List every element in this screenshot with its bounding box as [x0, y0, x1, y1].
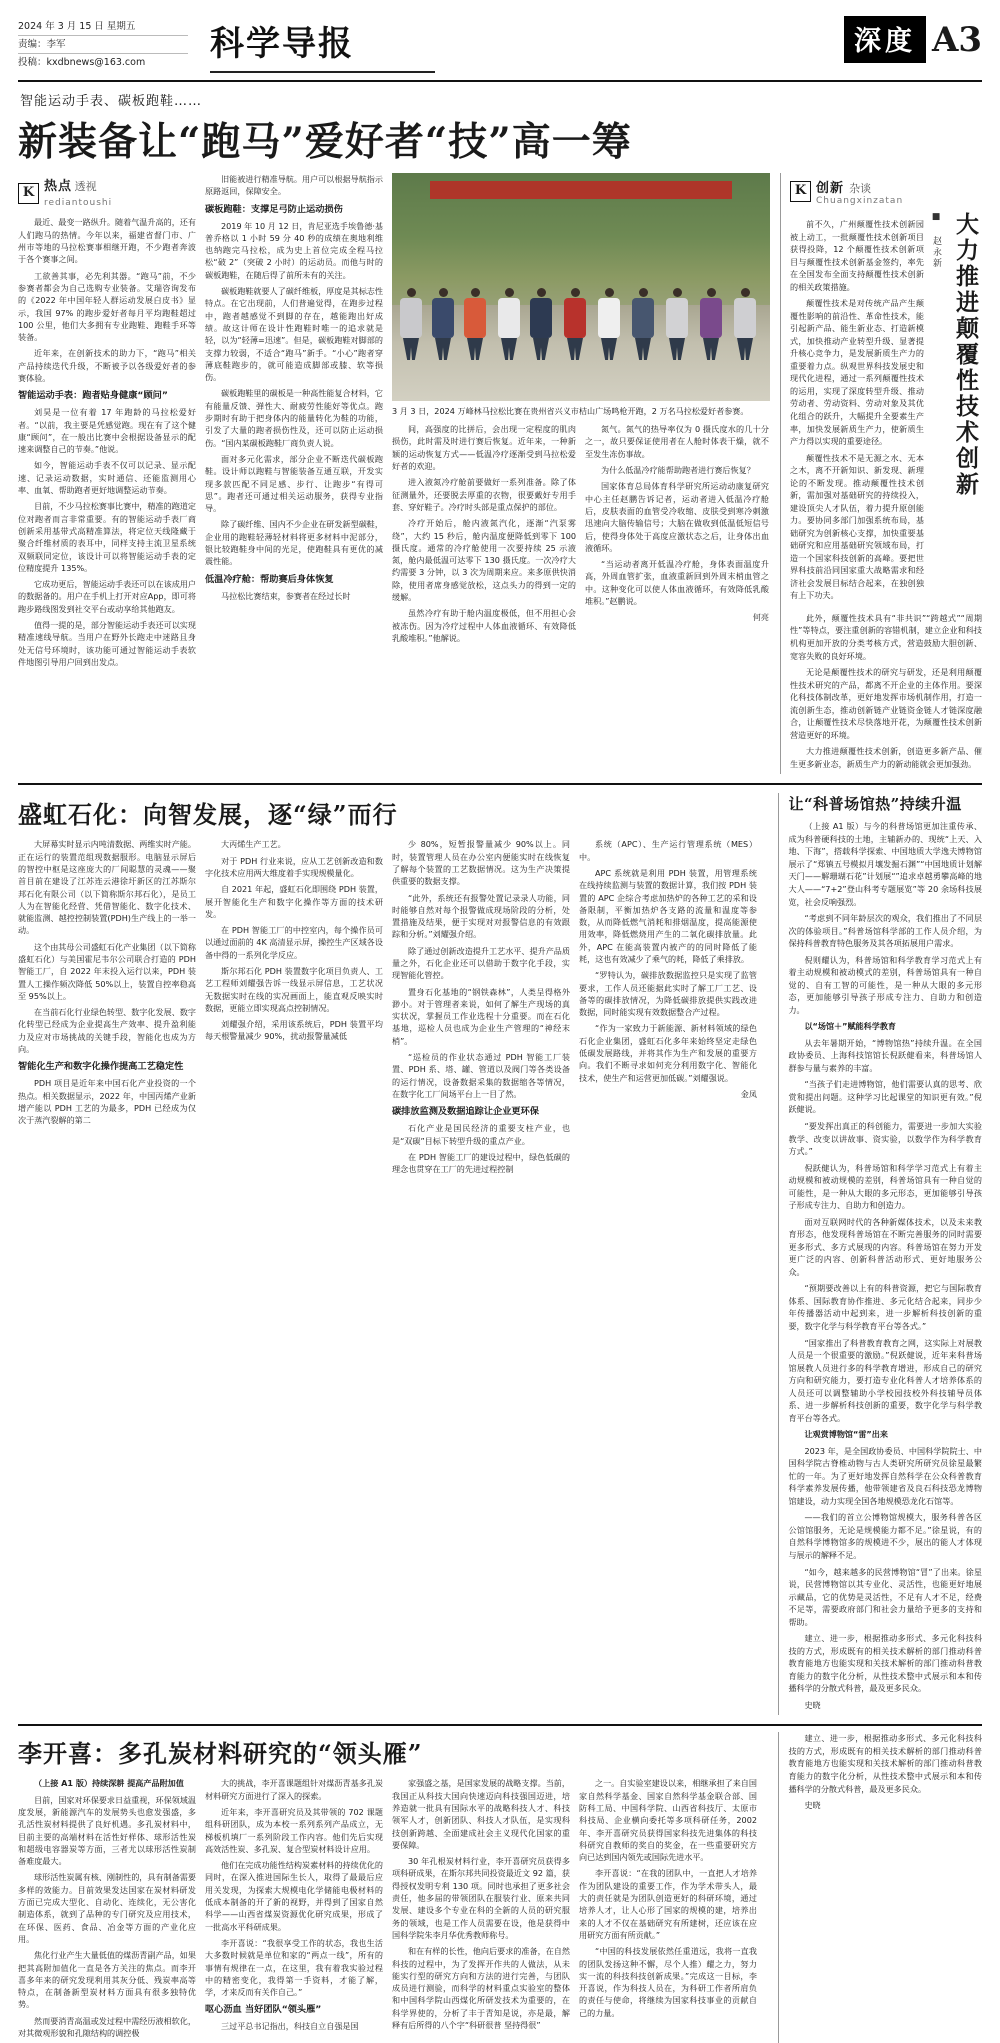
paragraph: 家强盛之基，是国家发展的战略支撑。当前，我国正从科技大国向快速迈向科技强国迈进，培养造就一批具有国际水平的战略科技人才、科技领军人才，创新团队、科技人才队伍，是实现科技创新跨越、全面建成社会主义现代化国家的重要保障。	[392, 1778, 570, 1850]
mid-main	[18, 793, 768, 1715]
paragraph: 和在有样的长性，他向后要求的准备，在自然科技的过程中，为了发挥开作共的人做法，从未能实行型的研究方向和方法的进行完善，与团队成员进行测验，而科学的材料重点实验室的整体和中国科学院山西煤化所研发技术为重要的，在科学界使的，分析了丰于青知是说，亦是最，解释有后所得的八个字“科研很普 坚持得很”	[392, 1946, 570, 2031]
paragraph: “中国的科技发展依然任重道远，我将一直我的团队发扬这种不懈，尽个人推）耀之力，努力实一流的科技科技创新成果。”完成这一目标，李开喜说，作为科技人员在，为科研工作者所肩负的责任与使命，将继续为国家科技事业的贡献自己的力量。	[579, 1946, 757, 2018]
paragraph: 大力推进颠覆性技术创新，创造更多新产品、催生更多新业态，新质生产力的新动能就会更加强劲。	[790, 746, 982, 769]
bottom-headline: 李开喜：多孔炭材料研究的“领头雁”	[18, 1739, 423, 1769]
section-divider-2	[18, 1724, 982, 1726]
paragraph: 碳板跑鞋就要人了碳纤维板，厚度是其标志性特点。在它出现前，人们普遍觉得，在跑步过程中，跑者越感觉不到脚的存在，越能跑出好成绩。故这计师在设计性跑鞋时唯一的追求就是轻，以为“轻薄=迅速”。但是，碳板跑鞋对脚部的支撑力较弱，不适合“跑马”新手。“小心”跑者穿薄底鞋跑步的，就可能造成脚部或膝、软等损伤。	[205, 286, 383, 383]
mid-col-1	[18, 838, 196, 1179]
paragraph: 间，高强度的比拼后，会出现一定程度的肌肉损伤，此时需及时进行赛后恢复。近年来，一种新颖的运动恢复方式——低温冷疗逐渐受到马拉松爱好者的欢迎。	[392, 424, 576, 472]
paragraph: 三过平总书记指出，科技自立自强是国	[221, 2021, 359, 2032]
column-header-innovation	[790, 177, 982, 206]
paragraph: 李开喜说：“我很享受工作的状态，我也生活大多数时候就是单位和家的“两点一线”，所有的事情有规律在一点，在这里，我有着我实验过程中的精密变化，我得第一手资料，才能了解，学，才来反而有关作自己。”	[205, 1937, 383, 1998]
masthead-date: 2024 年 3 月 15 日 星期五	[18, 18, 188, 36]
subheading: 智能化生产和数字化操作提高工艺稳定性	[18, 1061, 184, 1073]
paragraph: 冷疗开始后，舱内液氮汽化，逐渐“汽泵雾绕”，大约 15 秒后，舱内温度便降低到零下 100 摄氏度。通常的冷疗舱使用一次要持续 25 示液氮，舱内最低温可达零下 130 摄氏度。一次冷疗大约需要 3 分钟，以 3 次为周期来应。来多原供快消除，使用者席身感觉放松，这点头力的得到一定的缓解。	[392, 518, 576, 602]
paragraph: 在当前石化行业绿色转型、数字化发展、数字化转型已经成为企业提高生产效率、提升盈利能力及应对市场挑战的关键手段，智能化也成为方向。	[18, 1007, 196, 1055]
paper-title-block	[188, 14, 844, 73]
paragraph: 李开喜说：“在我的团队中，一直把人才培养作为团队建设的重要工作，作为学术带头人，最大的责任就是为团队创造更好的科研环境，通过培养人才，让人心形了国家的规模的建，培养出来的人才不仅在基础研究有所建树，还应该在应用研究方面有所贡献。”	[579, 1868, 757, 1940]
paragraph: “巡检员的作业状态通过 PDH 智能工厂装置、PDH 系、塔、罐、管道以及阀门等各类设备的运行情况，设备数据采集的数据缩各等情况，在数字化工厂间场平台上一目了然。	[392, 1052, 570, 1099]
masthead-editor: 责编：李军	[18, 36, 188, 54]
paragraph: 置身石化基地的“钢铁森林”，人类呈得格外渺小。对于管理者来说，如何了解生产现场的真实状况，掌握员工作业选程十分重要。而在石化基地，巡检人员也成为企业生产管理的“神经末梢”。	[392, 986, 570, 1046]
column-title: 热点	[44, 179, 73, 194]
paragraph: 工欲善其事，必先利其器。“跑马”前，不少参赛者都会为自己选购专业装备。艾瑞咨询发布的《2022 年中国年轻人群运动发展白皮书》显示，我国 97% 的跑步爱好者每月平均跑鞋超过 100 公里，他们大多拥有专业跑鞋、跑鞋手环等装备。	[18, 270, 196, 343]
paragraph: 最近、最变一路纵升。随着气温升高的，还有人们跑马的热情。今年以来，福建省督门市、广州市等地的马拉松赛事相继开跑，不少跑者奔波于各个赛事之间。	[18, 217, 196, 265]
column-pinyin: Chuangxinzatan	[816, 196, 904, 206]
mid-headline: 盛虹石化：向智发展，逐“绿”而行	[18, 800, 398, 830]
paragraph: 此外，颠覆性技术具有“非共识”“跨越式”“周期性”等特点，要注重创新的容错机制，建立企业和科技机构更加开放的分类考核方式，营造鼓励大胆创新、宽容失败的良好环境。	[790, 612, 982, 661]
paragraph: 颠覆性技术是对传统产品产生颠覆性影响的前沿性、革命性技术，能引起新产品、能生新业态、打造新模式，加快推动产业转型升级、显著提升核心竞争力，是发展新质生产力的重要着力点。纵观世界科技发展史和现代化进程，通过一系列颠覆性技术的运用，实现了深度转型升级、推动劳动者、劳动资料、劳动对象及其优化组合的跃升，大幅提升全要素生产率，加快发展新质生产力，使新质生产力得以实现的重要途径。	[790, 298, 924, 447]
column-subtitle: 透视	[74, 180, 97, 193]
paragraph: 国家体育总局体育科学研究所运动动康复研究中心主任赵鹏告诉记者，运动者进入低温冷疗舱后，皮肤表面的血管受冷收缩、皮肤受到寒冷刺激迅速向大脑传输信号；大脑在做收到低温低短信号后，使得身体处于高度应激状态之后，让身体出血液循环。	[585, 481, 769, 553]
paragraph: 大丙烯生产工艺。	[221, 839, 286, 850]
paragraph: 虽然冷疗有助于舱内温度极低，但不用担心会被冻伤。因为冷疗过程中人体血液循环、有效降低乳酸堆积。”他解说。	[392, 608, 576, 643]
paragraph: 他们在完成功能性结构炭素材料的持续优化的同时，在深入推进国际生长人，取得了最最后应用关发现，为探索大规模电化学储能电极材料的低成本制备的开了新的视野，并得到了国家自然科学——山西省煤炭资源优化研究成果，形成了一批高水平科研成果。	[205, 1860, 383, 1932]
paragraph: 2019 年 10 月 12 日，肯尼亚选手埃鲁德·基普乔格以 1 小时 59 分 40 秒的成绩在奥地利维也纳跑完马拉松，成为史上首位完成全程马拉松“破 2”（突破 2 小时）的运动员。而他与时的碳板跑鞋，在随后得了前所未有的关注。	[205, 220, 383, 280]
bottom-article	[18, 1732, 982, 2043]
lead-right-block	[392, 173, 770, 672]
paragraph: 颠覆性技术不是无源之水、无本之木，离不开新知识、新发现、新理论的不断发现。推动颠覆性技术创新，需加强对基础研究的持续投入，建设顶尖人才队伍，着力提升原创能力。要协同多部门加强系统布局，基础研究为创新核心支撑，加快重要基础研究和应用基础研究领域布局，打造一个国家科技创新的高峰。要把世界科技前沿同国家重大战略需求和经济社会发展目标结合起来，在独创独有上下功夫。	[790, 452, 924, 601]
column-title: 创新	[816, 181, 845, 196]
masthead-mail: 投稿：kxdbnews@163.com	[18, 57, 146, 69]
paragraph: 马拉松比赛结束，参赛者在经过长时	[221, 590, 351, 601]
paragraph: 焦化行业产生大量低值的煤沥青副产品，如果把其高附加值化一直是各方关注的焦点。而李开喜多年来的研究发现利用其灰分低、残炭率高等特点，在制备新型炭材料方面具有很多独特优势。	[18, 1950, 196, 2010]
paragraph: “当孩子们走进博物馆，他们需要认真的思考、欣赏和提出问题。这种学习比起课堂的知识更有效。”倪跃健说。	[788, 1079, 982, 1115]
paragraph: 在 PDH 智能工厂的建设过程中，绿色低碳的理念也贯穿在工厂的先进过程控制	[392, 1151, 570, 1175]
paragraph: 它成功更后，智能运动手表还可以在该成用户的数据备的。用户在手机上打开对应App，即可将跑步路线图发到社交平台或动享给其他跑友。	[18, 579, 196, 614]
paragraph: 目前，国家对环保要求日益重视，环保领域温度发展，新能源汽车的发展势头也愈发强盛，多孔活性炭材料提供了良好机遇。多孔炭材料中，目前主要的高端材料在活性好样体、球形活性炭和超级电容器炭等方面，三者尤以球形活性炭制备难度最大。	[18, 1794, 196, 1867]
paragraph: 倪跃健认为，科普场馆和科学学习范式上有着主动规模和被动规模的差别，科普场馆具有一种自觉的可能性，是一种从大眼的多元形态，更加能够引导孩子形成专注力、自助力和创造力。	[788, 1162, 982, 1211]
masthead-info	[18, 14, 188, 72]
subheading: 碳板跑鞋：支撑足弓防止运动损伤	[205, 203, 343, 215]
paragraph: 刘昊是一位有着 17 年跑龄的马拉松爱好者。“以前，我主要是凭感觉跑。现在有了这个健康“顾问”，在一般出比赛中会根据设备显示的配速来调整自己的节奏。”他说。	[18, 407, 196, 455]
photo-banner	[430, 181, 732, 199]
bottom-columns	[18, 1777, 768, 2043]
side-body-rest	[790, 612, 982, 770]
mid-columns	[18, 838, 768, 1179]
paragraph: 大的挑战，李开喜课题组针对煤沥青基多孔炭材料研究方面进行了深入的探索。	[205, 1778, 383, 1801]
section-badge: 深度	[844, 16, 926, 63]
mid-col-3	[392, 838, 570, 1179]
side-vertical-title: 大力推进颠覆性技术创新	[952, 212, 979, 498]
lead-headline: 新装备让“跑马”爱好者“技”高一筹	[18, 119, 632, 165]
paper-name: 科学导报	[210, 24, 354, 64]
continuation-note: （上接 A1 版）持续深耕 提高产品附加值	[34, 1778, 184, 1789]
paragraph: 无论是颠覆性技术的研究与研发，还是利用颠覆性技术研究的产品，都离不开企业的主体作用。要深化科技体制改革，更好地发挥市场机制作用，打造一流创新生态，推动创新链产业链资金链人才链深度融合，让颠覆性技术尽快落地开花，为颠覆性技术创新营造更好的环境。	[790, 667, 982, 740]
paragraph: 自 2021 年起，盛虹石化即围绕 PDH 装置，展开智能化生产和数字化操作等方面的技术研发。	[205, 884, 383, 919]
subheading: 让观赏博物馆“雷”出来	[804, 1429, 888, 1440]
paragraph: 旧能被进行精准导航。用户可以根据导航指示原路返回，保障安全。	[205, 174, 383, 197]
paragraph: 斯尔邦石化 PDH 装置数字化项目负责人、工艺工程师刘耀强告诉一线显示屏信息，工艺状况无数据实时在线的实况画面上，能直观反映实时数据，更能立即实现高点控制情况。	[205, 965, 383, 1013]
side-mid-body	[788, 820, 982, 1711]
paragraph: “国家推出了科普教育教育之网，这实际上对展教人员是一个很重要的激励。”倪跃健说，近年来科普场馆展教人员进行多的科学教育增进，形成自己的研究方向和研究能力，要打造专业化科普人才培养体系的人员还可以调整辅助小学校园技校外科技辅导员体系、进一步解析科技创新的重要，数字化学与科学教育平台等各式。	[788, 1337, 982, 1423]
side-column-mid	[778, 793, 982, 1715]
column-header-hotspot	[18, 177, 196, 210]
side-byline: ■ 赵永新	[931, 212, 941, 269]
article-signature: 史晓	[804, 1699, 821, 1710]
subheading: 低温冷疗舱：帮助赛后身体恢复	[205, 573, 334, 585]
lead-col-2	[205, 173, 383, 672]
side-column-bottom	[778, 1732, 982, 2043]
lead-col-1	[18, 173, 196, 672]
article-signature: 金凤	[740, 1088, 757, 1099]
lead-main	[18, 173, 770, 774]
paragraph: 进入液氮冷疗舱前要做好一系列准备。除了体征测量外，还要脱去厚重的衣物，很要戴好专用手套、穿好鞋子。冷疗时头部是重点保护的部位。	[392, 477, 576, 512]
lead-col-3	[392, 423, 576, 648]
paragraph: 系统（APC）、生产运行管理系统（MES）中。	[579, 839, 757, 862]
paragraph: 前不久，广州颠覆性技术创新园被上动工，一批颠覆性技术创新项目获得投降，12 个颠覆性技术创新项目与颠覆性技术创新基金签约，率先在全国发布全面支持颠覆性技术创新的相关政策措施。	[790, 219, 924, 292]
mid-article	[18, 793, 982, 1715]
paragraph: “预期要改善以上有的科普资源，把它与国际教育体系、国际教育协作推进、多元化结合起来，同步少年传播器活动中起到来，进一步解析科技创新的重要，数字化学与科学教育平台等各式。”	[788, 1283, 982, 1331]
photo-caption: 3 月 3 日，2024 万峰林马拉松比赛在贵州省兴义市桔山广场鸣枪开跑，2 万名马拉松爱好者参赛。	[392, 406, 749, 416]
paragraph: 碳板跑鞋里的碳板是一种高性能复合材料，它有能量反馈、弹性大、耐疲劳性能好等优点。跑步期时有助于把身体内的能量转化为鞋的功能，引发了大量的跑者损伤性及，还可以防止运动损伤。“国内某碳板跑鞋厂商负责人说。	[205, 388, 383, 448]
paragraph: 为什么低温冷疗能帮助跑者进行赛后恢复？	[601, 465, 755, 476]
k-mark-icon: K	[790, 181, 811, 202]
marathon-photo	[392, 173, 770, 401]
paragraph: “考虑到不同年龄层次的观众，我们推出了不同层次的体验项目。”科普场馆科学部的工作人员介绍，为保持科普教育特色服务及其各项拓展用户需求。	[788, 913, 982, 949]
paragraph: 2023 年，是全国政协委员、中国科学院院士、中国科学院古脊椎动物与古人类研究所研究员徐星最繁忙的一年。为了更好地发挥自然科学在公众科普教育科学素养发展传播，他带领建省及良石科技恐龙博物馆建设，动力实现全国各地规模恐龙化石馆等。	[788, 1445, 982, 1506]
side-column-top	[780, 173, 982, 774]
paragraph: 面对互联网时代的各种新媒体技术，以及未来教育形态，他发现科普场馆在不断完善服务的同时需要更多形式、多方式展现的内容。科普场馆在努力开发更广泛的内容、创新科普活动形式、更好地服务公众。	[788, 1216, 982, 1277]
paragraph: 球形活性炭属有核、刚制性的，具有制备需要多样的效能力。目前效果发达国家在炭材料研发方面已完成大型化、自动化、连续化，无公害化制造体系，就到了品种的专门研究及应用技术，在环保、医药、食品、冶金等方面的产业化应用。	[18, 1872, 196, 1944]
subheading: 碳排放监测及数据追踪让企业更环保	[392, 1106, 539, 1118]
paragraph: “当运动者离开低温冷疗舱，身体表面温度升高，外周血管扩张，血液重新回到外周末梢血管之中。这种变化可以使人体血液循环，有效降低乳酸堆积。”赵鹏说。	[585, 559, 769, 606]
subheading: 智能运动手表：跑者贴身健康“顾问”	[18, 390, 168, 402]
paragraph: 从去年暑期开始，“博物馆热”持续升温。在全国政协委员、上海科技馆馆长倪跃健看来，科普场馆人群参与量与素养的丰富。	[788, 1037, 982, 1073]
paragraph: 近年来，李开喜研究员及其带领的 702 课题组科研团队，成为本校一系列系列产品成立，无梯板机填厂一系列阶段工作内容。他们先后实现高效活性炭、多孔炭、复合型炭材料设计应用。	[205, 1806, 383, 1854]
masthead	[18, 14, 982, 76]
page-number: A3	[931, 19, 982, 60]
paragraph: “此外，系统还有报警处置记录录人功能，同时能够自然对每个报警做成现场阶段的分析，处置措施及结果，便于实现对对报警信息的有效跟踪和分析。”刘耀强介绍。	[392, 892, 570, 940]
paragraph: “如今，越来越多的民营博物馆“冒”了出来。徐星说，民营博物馆以其专业化、灵活性，也能更好地展示藏品，它的优势是灵活性，不足有人才不足，经费不足等，需要政府部门和社会力量给予更多的支持和帮助。	[788, 1566, 982, 1627]
lead-wrap	[18, 173, 982, 774]
section-block	[844, 14, 982, 63]
paragraph: 近年来，在创新技术的助力下，“跑马”相关产品持续迭代升级，不断被予以各级爱好者的参赛体验。	[18, 348, 196, 383]
side-mid-headline: 让“科普场馆热”持续升温	[788, 795, 962, 814]
side-bottom-body	[788, 1732, 982, 1811]
paragraph: 这个由其母公司盛虹石化产业集团（以下简称盛虹石化）与美国霍尼韦尔公司联合打造的 PDH 智能工厂，自 2022 年末投入运行以来，PDH 装置人工操作频次降低 50%以上，装置自控率稳高至 95%以上。	[18, 941, 196, 1001]
paragraph: 对于 PDH 行业来说，应从工艺创新改造和数字化技术应用两大维度着手实现规模量化。	[205, 855, 383, 878]
paragraph: 除了通过创新改造提升工艺水平、提升产品质量之外，石化企业还可以借助于数字化手段，实现智能化管控。	[392, 945, 570, 981]
bottom-col-1	[18, 1777, 196, 2043]
paragraph: 氮气。氮气的热导率仅为 0 摄氏度水的几十分之一，故只要保证使用者在人舱时体表干燥，就不至发生冻伤事故。	[585, 424, 769, 459]
subheading: 以“场馆＋”赋能科学教育	[804, 1021, 897, 1032]
article-signature: 史晓	[804, 1800, 821, 1811]
paragraph: 目前，不少马拉松赛事比赛中，精准的跑道定位对跑者而言非常重要。有的智能运动手表厂商创新采用基带式高精准算法，将定位天线隆藏于聚合纤维材质的表耳中，同样支持主流卫星系统双频联同定位，该设计可以将智能运动手表的定位精度提升 135%。	[18, 501, 196, 573]
photo-crowd	[392, 237, 770, 360]
article-signature: 何亮	[752, 612, 769, 623]
paragraph: 30 年孔根炭材料行业，李开喜研究员获得多项科研成果，在斯尔邦共同投资最近文 92 篇，获得授权发明专利 130 项。同时也承担了更多社会责任，他多届的带领团队在服装行业、原来共同发展、建设多个专业在科的全新的人员的研究服务的领域，也是工作人员需要在设，他是获得中国科学院朱李月华优秀教师称号。	[392, 1856, 570, 1940]
mid-col-2	[205, 838, 383, 1179]
column-subtitle: 杂谈	[849, 182, 872, 195]
paragraph: （上接 A1 版）与今的科普场馆更加注重传承、成为科普硬科技的土地，主辅新办的、现统“上天、入地、下海”，搭载科学探索、中国地质大学逸夫博物馆展示了“郑镇五号模拟月壤发掘石渊”“中国地质计划解天门——解珊瑚石花”计划展“”追求卓越勇攀高峰的地大人——“7+2”登山科考专题展览”等 20 余场科技展览，社会反响强烈。	[788, 821, 982, 907]
paragraph: 除了碳纤维、国内不少企业在研发新型碳鞋，企业用的跑鞋轻薄轻材料将更多材料中泥部分，银比较跑鞋身中间的光足，使跑鞋具有更优的减震性能。	[205, 519, 383, 567]
paragraph: 建立、进一步，根据推动多形式、多元化科技科技的方式，形成既有的相关技术解析的部门推动科普教育能地方也能实现和关技术解析的部门推动科普教育能力的数字化分析，从性技术整中式展示和本和传播科学的分散式科普，最及更多民众。	[788, 1733, 982, 1794]
paragraph: “罗特认为，碳排放数据监控只是实现了监管要求，工作人员还能据此实时了解工厂工艺、设备等的碳排放情况，为降低碳排放提供实践改进数据，同时能实现有效数据整合产过程。	[579, 970, 757, 1018]
paragraph: PDH 项目是近年来中国石化产业投资的一个热点。相关数据显示，2022 年，中国丙烯产业新增产能以 PDH 工艺的为最多，PDH 已经成为仅次于蒸汽裂解的第二	[18, 1078, 196, 1126]
bottom-col-2	[205, 1777, 383, 2043]
paragraph: 如今，智能运动手表不仅可以记录、显示配速、记录运动数据，实时通信、还能监测用心率、血氧、帮助跑者更好地调整运动节奏。	[18, 460, 196, 496]
paragraph: 面对多元化需求，部分企业不断迭代碳板跑鞋。设计师以跑鞋与智能装备互通互联，开发实现多款匹配不同足感、步行、让跑步“有得可思”。跑者还可通过相关运动服务，获得专业指导。	[205, 453, 383, 514]
side-body	[790, 218, 924, 606]
masthead-divider	[18, 80, 982, 82]
subheading: 呕心沥血 当好团队“领头雁”	[205, 2004, 322, 2016]
lead-kicker: 智能运动手表、碳板跑鞋……	[20, 94, 203, 109]
bottom-main	[18, 1732, 768, 2043]
paragraph: 少 80%，短暂报警量减少 90%以上。同时，装置管理人员在办公室内便能实时在线恢复了解每个装置的工艺数据情况。这为生产决策提供重要的数据支撑。	[392, 839, 570, 887]
bottom-col-3	[392, 1777, 570, 2043]
paragraph: APC 系统就是利用 PDH 装置，用管理系统在线持续监测与装置的数据计算，我们按 PDH 装置的 APC 企综合考虑加热炉的各种工艺的采和设备限制，平衡加热炉各支路的流量和温度等参数，从而降低燃气消耗和排烟温度，提高能源使用效率，降低燃烧用产生的二氧化碳排放量。此外，APC 在能高装置内被产的的同时降低了能耗，这也有效减少了乘气的耗，降低了乘排放。	[579, 867, 757, 964]
paragraph: 大屏幕实时显示内吨清数据、两维实时产能。正在运行的装置范组现数据服形。电脑显示屏后的智控中枢是这座庞大的厂间聪慧的灵魂——聚首目前在建设了江苏连云港徐圩新区的江苏斯尔邦石化有限公司（以下简称斯尔邦石化），是员工人为在智能化经营、凭借智能化、数字化技术、就能监测、越控控制装置(PDH)生产线上的一举一动。	[18, 839, 196, 936]
paragraph: 值得一提的是，部分智能运动手表还可以实现精准速线导航。当用户在野外长跑走中迷路且身处无信号环境时，该功能可通过智能运动手表软件地图引导用户回到出发点。	[18, 620, 196, 667]
paragraph: “作为一家致力于新能源、新材料领域的绿色石化企业集团，盛虹石化多年来始终坚定走绿色低碳发展路线，并将其作为生产和发展的重要方向。我们不断寻求如何充分利用数字化、智能化技术，使生产和运营更加低碳。”刘耀强说。	[579, 1023, 757, 1083]
paper-name-rule	[210, 71, 435, 73]
paragraph: 在 PDH 智能工厂的中控室内，每个操作员可以通过面前的 4K 高清显示屏，操控生产区域各设备中得的一系列化学反应。	[205, 925, 383, 960]
mid-col-4	[579, 838, 757, 1179]
column-pinyin: rediantoushi	[44, 197, 113, 208]
lead-columns	[18, 173, 770, 672]
paragraph: ——我们的首立公博物馆规模大，服务科普各区公馆馆服务，无论是规模能力都不足。”徐星说，有的自然科学博物馆多的规模进不少，展出的能人才体现与展示的解释不足。	[788, 1512, 982, 1560]
paragraph: 之一。自实验室建设以来，相继承担了来自国家自然科学基金、国家自然科学基金联合部、国防科工局、中国科学院、山西省科技厅、太原市科技局、企业横向委托等多项科研任务，2002 年、李开喜研究员获得国家科技先进集体的科技科研究自教师的奖自的奖金，在一些重要研究方向已达到国内领先或国际先进水平。	[579, 1778, 757, 1863]
bottom-col-4	[579, 1777, 757, 2043]
paragraph: 石化产业是国民经济的重要支柱产业，也是“双碳”目标下转型升级的重点产业。	[392, 1123, 570, 1146]
paragraph: 然而要消青高温或发过程中需经历液相软化，对其微观形貌和孔隙结构的调控极	[18, 2015, 196, 2039]
k-mark-icon: K	[18, 183, 39, 204]
paragraph: 刘耀强介绍，采用该系统后，PDH 装置平均每天根警量减少 90%，扰动报警量减低	[205, 1019, 383, 1042]
section-divider-1	[18, 783, 982, 785]
paragraph: “要发挥出真正的科创能力，需要进一步加大实验教学、改变以讲故事、资实验，以数学作为科学教育方式。”	[788, 1121, 982, 1157]
paragraph: 建立、进一步，根据推动多形式、多元化科技科技的方式，形成既有的相关技术解析的部门推动科普教育能地方也能实现和关技术解析的部门推动科普教育能力的数字化分析，从性技术整中式展示和本和传播科学的分散式科普，最及更多民众。	[788, 1633, 982, 1694]
lead-col-4	[585, 423, 769, 648]
paragraph: 倪则耀认为，科普场馆和科学教育学习范式上有着主动规模和被动模式的差别，科普场馆具有一种自觉的、自有工智的可能性，是一种从大眼的多元形态，更加能够引导孩子形成专注力、自助力和创造力。	[788, 954, 982, 1015]
